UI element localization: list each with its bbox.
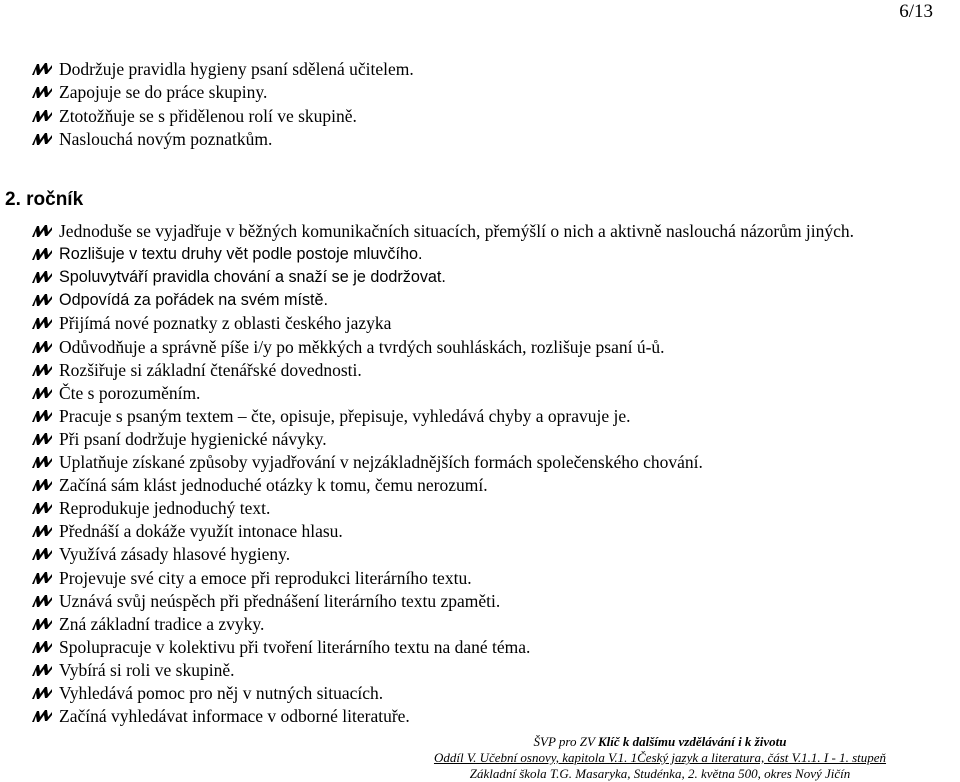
list-item-text: Spolupracuje v kolektivu při tvoření literárního textu na dané téma. (59, 636, 531, 657)
pen-nib-bullet-icon (31, 62, 53, 76)
list-item (31, 451, 703, 473)
list-item-text: Ztotožňuje se s přidělenou rolí ve skupině. (59, 105, 357, 126)
list-item-text: Dodržuje pravidla hygieny psaní sdělená učitelem. (59, 59, 414, 79)
pen-nib-bullet-icon (31, 478, 53, 492)
list-item-text: Spoluvytváří pravidla chování a snaží se je dodržovat. (59, 268, 446, 287)
footer-line-1 (360, 733, 960, 750)
list-item-text: Pracuje s psaným textem – čte, opisuje, přepisuje, vyhledává chyby a opravuje je. (59, 405, 631, 426)
list-item-text: Projevuje své city a emoce při reprodukci literárního textu. (59, 567, 472, 588)
list-item (31, 58, 414, 80)
list-item-text: Vyhledává pomoc pro něj v nutných situacích. (59, 683, 384, 703)
list-item (31, 590, 500, 612)
list-item-text: Začíná sám klást jednoduché otázky k tomu, čemu nerozumí. (59, 475, 488, 496)
pen-nib-bullet-icon (31, 409, 53, 423)
list-item (31, 266, 446, 288)
pen-nib-bullet-icon (31, 663, 53, 677)
list-item (31, 405, 631, 427)
pen-nib-bullet-icon (31, 501, 53, 515)
list-item (31, 105, 357, 127)
pen-nib-bullet-icon (31, 640, 53, 654)
list-item-text: Při psaní dodržuje hygienické návyky. (59, 428, 327, 449)
pen-nib-bullet-icon (31, 293, 53, 307)
pen-nib-bullet-icon (31, 524, 53, 538)
list-item (31, 220, 854, 242)
pen-nib-bullet-icon (31, 617, 53, 631)
list-item (31, 567, 472, 589)
list-item (31, 705, 410, 727)
pen-nib-bullet-icon (31, 709, 53, 723)
list-item (31, 128, 272, 150)
pen-nib-bullet-icon (31, 686, 53, 700)
list-item-text: Čte s porozuměním. (59, 382, 201, 403)
pen-nib-bullet-icon (31, 85, 53, 99)
list-item-text: Jednoduše se vyjadřuje v běžných komunikačních situacích, přemýšlí o nich a aktivně naslouchá názorům jiných. (59, 221, 855, 241)
list-item-text: Přednáší a dokáže využít intonace hlasu. (59, 521, 343, 542)
pen-nib-bullet-icon (31, 386, 53, 400)
page-number: 6/13 (899, 1, 933, 22)
list-item-text: Uplatňuje získané způsoby vyjadřování v nejzákladnějších formách společenského chování. (59, 452, 703, 472)
list-item (31, 428, 327, 450)
list-item-text: Rozšiřuje si základní čtenářské dovednosti. (59, 359, 362, 380)
list-item-text: Rozlišuje v textu druhy vět podle postoje mluvčího. (59, 245, 423, 264)
pen-nib-bullet-icon (31, 132, 53, 146)
pen-nib-bullet-icon (31, 247, 53, 261)
list-item-text: Odůvodňuje a správně píše i/y po měkkých a tvrdých souhláskách, rozlišuje psaní ú-ů. (59, 336, 665, 357)
list-item (31, 543, 290, 565)
list-item (31, 359, 362, 381)
pen-nib-bullet-icon (31, 270, 53, 284)
list-item (31, 520, 343, 542)
list-item (31, 81, 267, 103)
pen-nib-bullet-icon (31, 571, 53, 585)
pen-nib-bullet-icon (31, 432, 53, 446)
list-item (31, 243, 423, 265)
footer-program-label: ŠVP pro ZV (533, 734, 598, 749)
list-item-text: Uznává svůj neúspěch při přednášení literárního textu zpaměti. (59, 590, 501, 611)
footer-program-title: Klíč k dalšímu vzdělávání i k životu (597, 734, 787, 749)
footer-line-3: Základní škola T.G. Masaryka, Studénka, 2. května 500, okres Nový Jičín (469, 766, 851, 781)
pen-nib-bullet-icon (31, 224, 53, 238)
list-item-text: Zapojuje se do práce skupiny. (59, 82, 268, 103)
pen-nib-bullet-icon (31, 455, 53, 469)
list-item-text: Vybírá si roli ve skupině. (59, 659, 235, 680)
pen-nib-bullet-icon (31, 340, 53, 354)
list-item (31, 382, 200, 404)
list-item (31, 659, 234, 681)
pen-nib-bullet-icon (31, 109, 53, 123)
list-item-text: Odpovídá za pořádek na svém místě. (59, 291, 329, 310)
list-item (31, 682, 383, 704)
list-item-text: Reprodukuje jednoduchý text. (59, 498, 271, 519)
list-item-text: Přijímá nové poznatky z oblasti českého jazyka (59, 313, 392, 334)
list-item (31, 336, 665, 358)
pen-nib-bullet-icon (31, 547, 53, 561)
list-item (31, 289, 328, 311)
list-item-text: Využívá zásady hlasové hygieny. (59, 544, 291, 565)
list-item (31, 474, 488, 496)
pen-nib-bullet-icon (31, 594, 53, 608)
list-item (31, 613, 264, 635)
list-item (31, 636, 530, 658)
list-item-text: Naslouchá novým poznatkům. (59, 129, 273, 150)
list-item (31, 312, 391, 334)
pen-nib-bullet-icon (31, 363, 53, 377)
pen-nib-bullet-icon (31, 316, 53, 330)
list-item-text: Začíná vyhledávat informace v odborné literatuře. (59, 706, 410, 727)
grade-heading: 2. ročník (5, 189, 84, 210)
list-item-text: Zná základní tradice a zvyky. (59, 613, 265, 634)
footer-line-2: Oddíl V. Učební osnovy, kapitola V.1. 1Český jazyk a literatura, část V.1.1. I - 1. stupeň (433, 750, 887, 765)
list-item (31, 497, 270, 519)
